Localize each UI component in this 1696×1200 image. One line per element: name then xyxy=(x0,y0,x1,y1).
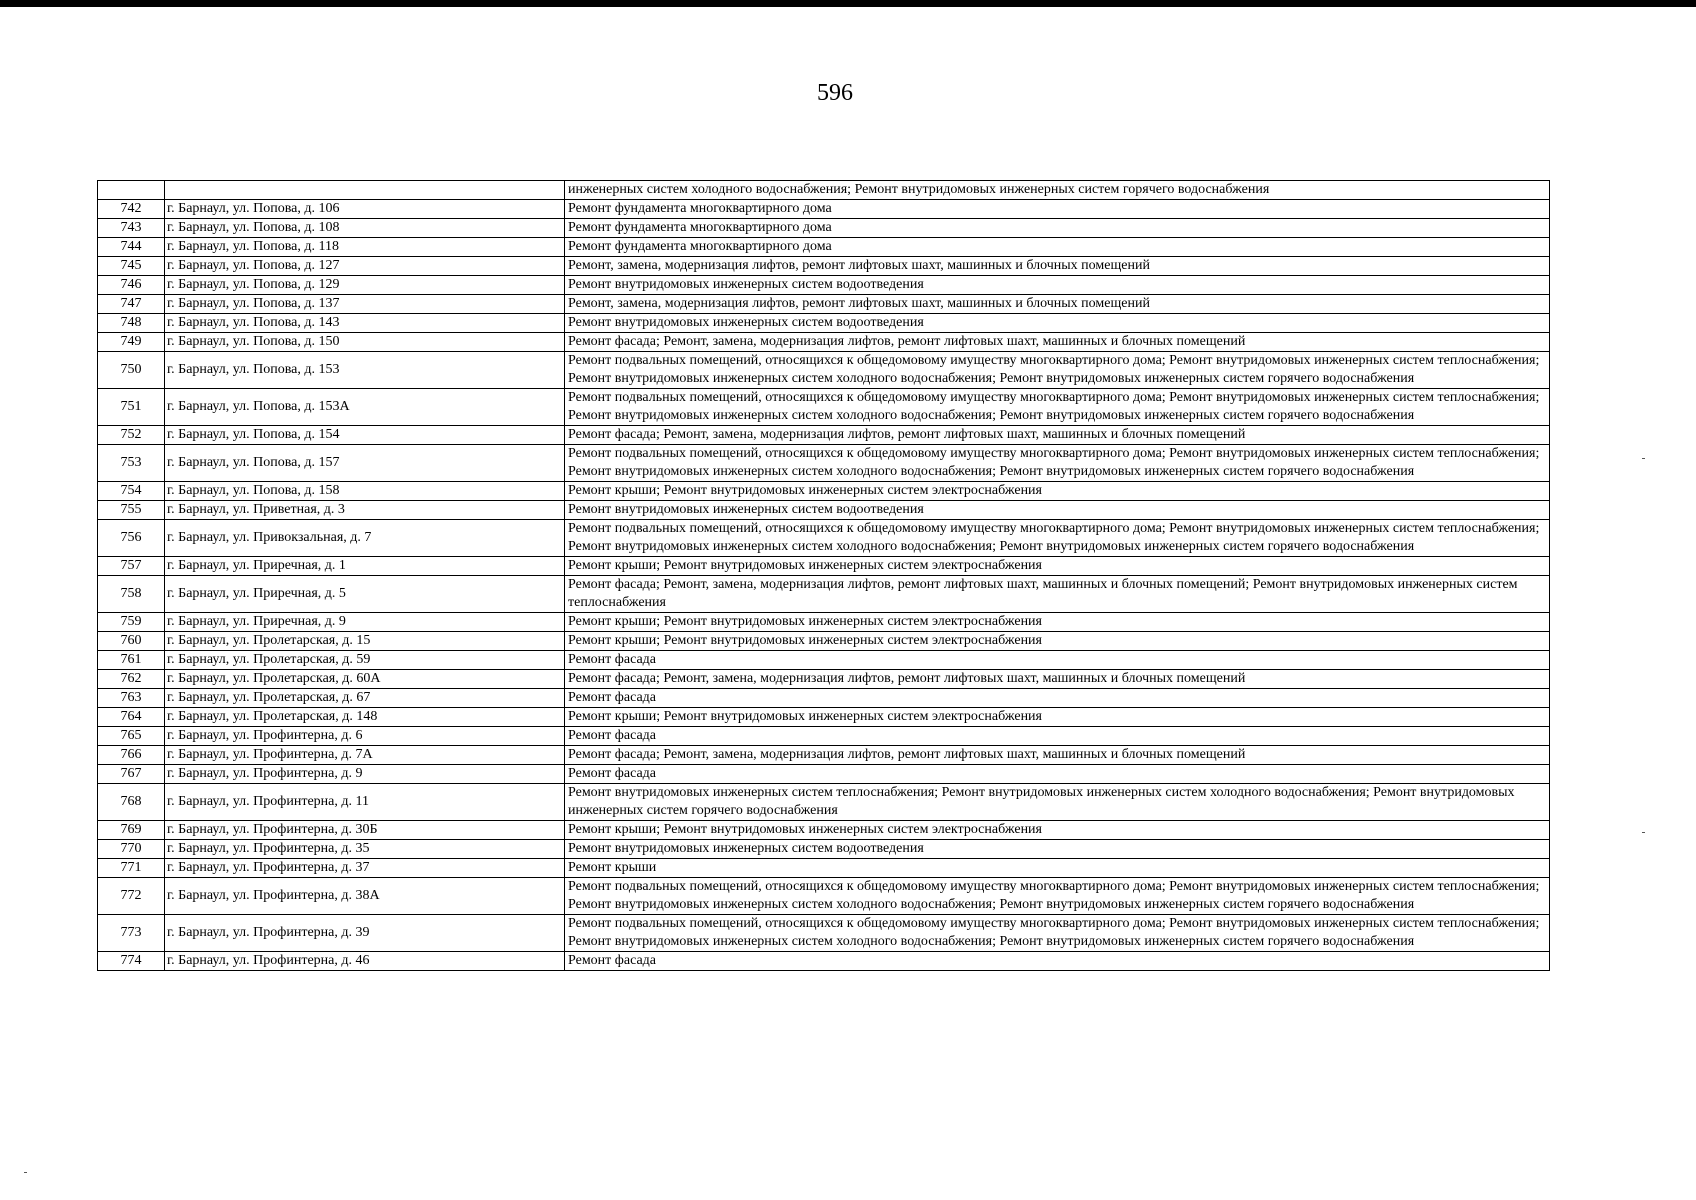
row-number-cell: 767 xyxy=(98,765,165,784)
address-cell: г. Барнаул, ул. Профинтерна, д. 35 xyxy=(165,840,565,859)
row-number-cell: 753 xyxy=(98,445,165,482)
works-cell: Ремонт крыши; Ремонт внутридомовых инженерных систем электроснабжения xyxy=(565,557,1550,576)
works-cell: Ремонт подвальных помещений, относящихся к общедомовому имуществу многоквартирного дома; Ремонт внутридомовых инженерных систем теплоснабжения; Ремонт внутридомовых инженерных систем холодного водоснабжения; Ремонт внутридомовых инженерных систем горячего водоснабжения xyxy=(565,352,1550,389)
address-cell: г. Барнаул, ул. Пролетарская, д. 67 xyxy=(165,689,565,708)
table-row xyxy=(98,689,1550,708)
works-cell: Ремонт, замена, модернизация лифтов, ремонт лифтовых шахт, машинных и блочных помещений xyxy=(565,257,1550,276)
works-cell: Ремонт фасада xyxy=(565,727,1550,746)
works-cell: Ремонт фасада xyxy=(565,765,1550,784)
row-number-cell: 774 xyxy=(98,952,165,971)
works-cell: Ремонт внутридомовых инженерных систем водоотведения xyxy=(565,276,1550,295)
scan-speck xyxy=(1642,458,1645,459)
address-cell: г. Барнаул, ул. Попова, д. 129 xyxy=(165,276,565,295)
row-number-cell: 755 xyxy=(98,501,165,520)
address-cell xyxy=(165,181,565,200)
table-row xyxy=(98,200,1550,219)
table-row xyxy=(98,784,1550,821)
scan-top-border xyxy=(0,0,1696,7)
address-cell: г. Барнаул, ул. Попова, д. 154 xyxy=(165,426,565,445)
page-number: 596 xyxy=(817,80,853,106)
works-cell: инженерных систем холодного водоснабжения; Ремонт внутридомовых инженерных систем горячего водоснабжения xyxy=(565,181,1550,200)
table-row xyxy=(98,276,1550,295)
row-number-cell: 750 xyxy=(98,352,165,389)
address-cell: г. Барнаул, ул. Пролетарская, д. 15 xyxy=(165,632,565,651)
address-cell: г. Барнаул, ул. Попова, д. 127 xyxy=(165,257,565,276)
table-body xyxy=(98,181,1550,971)
row-number-cell xyxy=(98,181,165,200)
works-cell: Ремонт подвальных помещений, относящихся к общедомовому имуществу многоквартирного дома; Ремонт внутридомовых инженерных систем теплоснабжения; Ремонт внутридомовых инженерных систем холодного водоснабжения; Ремонт внутридомовых инженерных систем горячего водоснабжения xyxy=(565,389,1550,426)
row-number-cell: 747 xyxy=(98,295,165,314)
table-row xyxy=(98,915,1550,952)
address-cell: г. Барнаул, ул. Приветная, д. 3 xyxy=(165,501,565,520)
works-cell: Ремонт, замена, модернизация лифтов, ремонт лифтовых шахт, машинных и блочных помещений xyxy=(565,295,1550,314)
works-cell: Ремонт фасада; Ремонт, замена, модернизация лифтов, ремонт лифтовых шахт, машинных и блочных помещений xyxy=(565,426,1550,445)
works-cell: Ремонт внутридомовых инженерных систем водоотведения xyxy=(565,314,1550,333)
table-row xyxy=(98,557,1550,576)
row-number-cell: 758 xyxy=(98,576,165,613)
repair-registry-table xyxy=(97,180,1550,971)
row-number-cell: 763 xyxy=(98,689,165,708)
address-cell: г. Барнаул, ул. Попова, д. 106 xyxy=(165,200,565,219)
row-number-cell: 768 xyxy=(98,784,165,821)
address-cell: г. Барнаул, ул. Профинтерна, д. 39 xyxy=(165,915,565,952)
row-number-cell: 748 xyxy=(98,314,165,333)
address-cell: г. Барнаул, ул. Пролетарская, д. 148 xyxy=(165,708,565,727)
address-cell: г. Барнаул, ул. Попова, д. 143 xyxy=(165,314,565,333)
table-row xyxy=(98,219,1550,238)
address-cell: г. Барнаул, ул. Попова, д. 108 xyxy=(165,219,565,238)
address-cell: г. Барнаул, ул. Профинтерна, д. 6 xyxy=(165,727,565,746)
row-number-cell: 752 xyxy=(98,426,165,445)
table-row xyxy=(98,632,1550,651)
address-cell: г. Барнаул, ул. Привокзальная, д. 7 xyxy=(165,520,565,557)
table-row-continued xyxy=(98,181,1550,200)
row-number-cell: 759 xyxy=(98,613,165,632)
row-number-cell: 771 xyxy=(98,859,165,878)
scan-speck xyxy=(1642,832,1645,833)
address-cell: г. Барнаул, ул. Попова, д. 153А xyxy=(165,389,565,426)
row-number-cell: 773 xyxy=(98,915,165,952)
works-cell: Ремонт внутридомовых инженерных систем теплоснабжения; Ремонт внутридомовых инженерных систем холодного водоснабжения; Ремонт внутридомовых инженерных систем горячего водоснабжения xyxy=(565,784,1550,821)
works-cell: Ремонт крыши; Ремонт внутридомовых инженерных систем электроснабжения xyxy=(565,821,1550,840)
address-cell: г. Барнаул, ул. Профинтерна, д. 30Б xyxy=(165,821,565,840)
row-number-cell: 764 xyxy=(98,708,165,727)
table-row xyxy=(98,821,1550,840)
works-cell: Ремонт подвальных помещений, относящихся к общедомовому имуществу многоквартирного дома; Ремонт внутридомовых инженерных систем теплоснабжения; Ремонт внутридомовых инженерных систем холодного водоснабжения; Ремонт внутридомовых инженерных систем горячего водоснабжения xyxy=(565,878,1550,915)
works-cell: Ремонт крыши; Ремонт внутридомовых инженерных систем электроснабжения xyxy=(565,632,1550,651)
row-number-cell: 761 xyxy=(98,651,165,670)
table-row xyxy=(98,840,1550,859)
works-cell: Ремонт внутридомовых инженерных систем водоотведения xyxy=(565,840,1550,859)
table-row xyxy=(98,520,1550,557)
row-number-cell: 744 xyxy=(98,238,165,257)
address-cell: г. Барнаул, ул. Приречная, д. 1 xyxy=(165,557,565,576)
table-row xyxy=(98,352,1550,389)
row-number-cell: 745 xyxy=(98,257,165,276)
table-row xyxy=(98,445,1550,482)
works-cell: Ремонт фундамента многоквартирного дома xyxy=(565,238,1550,257)
table-row xyxy=(98,482,1550,501)
address-cell: г. Барнаул, ул. Попова, д. 153 xyxy=(165,352,565,389)
row-number-cell: 765 xyxy=(98,727,165,746)
address-cell: г. Барнаул, ул. Профинтерна, д. 38А xyxy=(165,878,565,915)
works-cell: Ремонт фасада; Ремонт, замена, модернизация лифтов, ремонт лифтовых шахт, машинных и блочных помещений xyxy=(565,333,1550,352)
table-row xyxy=(98,333,1550,352)
address-cell: г. Барнаул, ул. Профинтерна, д. 37 xyxy=(165,859,565,878)
works-cell: Ремонт фасада; Ремонт, замена, модернизация лифтов, ремонт лифтовых шахт, машинных и блочных помещений xyxy=(565,746,1550,765)
works-cell: Ремонт фасада xyxy=(565,651,1550,670)
address-cell: г. Барнаул, ул. Пролетарская, д. 60А xyxy=(165,670,565,689)
address-cell: г. Барнаул, ул. Попова, д. 150 xyxy=(165,333,565,352)
works-cell: Ремонт подвальных помещений, относящихся к общедомовому имуществу многоквартирного дома; Ремонт внутридомовых инженерных систем теплоснабжения; Ремонт внутридомовых инженерных систем холодного водоснабжения; Ремонт внутридомовых инженерных систем горячего водоснабжения xyxy=(565,915,1550,952)
table-row xyxy=(98,651,1550,670)
table-row xyxy=(98,613,1550,632)
address-cell: г. Барнаул, ул. Профинтерна, д. 7А xyxy=(165,746,565,765)
works-cell: Ремонт фасада xyxy=(565,689,1550,708)
table-row xyxy=(98,746,1550,765)
works-cell: Ремонт крыши; Ремонт внутридомовых инженерных систем электроснабжения xyxy=(565,482,1550,501)
row-number-cell: 743 xyxy=(98,219,165,238)
works-cell: Ремонт крыши; Ремонт внутридомовых инженерных систем электроснабжения xyxy=(565,708,1550,727)
table-row xyxy=(98,295,1550,314)
address-cell: г. Барнаул, ул. Профинтерна, д. 46 xyxy=(165,952,565,971)
table-row xyxy=(98,727,1550,746)
table-row xyxy=(98,501,1550,520)
address-cell: г. Барнаул, ул. Попова, д. 158 xyxy=(165,482,565,501)
table-row xyxy=(98,670,1550,689)
address-cell: г. Барнаул, ул. Профинтерна, д. 11 xyxy=(165,784,565,821)
row-number-cell: 772 xyxy=(98,878,165,915)
table-row xyxy=(98,952,1550,971)
works-cell: Ремонт крыши xyxy=(565,859,1550,878)
works-cell: Ремонт фасада xyxy=(565,952,1550,971)
works-cell: Ремонт фасада; Ремонт, замена, модернизация лифтов, ремонт лифтовых шахт, машинных и блочных помещений xyxy=(565,670,1550,689)
row-number-cell: 749 xyxy=(98,333,165,352)
scan-speck xyxy=(24,1172,27,1173)
table-row xyxy=(98,878,1550,915)
row-number-cell: 769 xyxy=(98,821,165,840)
table-row xyxy=(98,389,1550,426)
row-number-cell: 746 xyxy=(98,276,165,295)
works-cell: Ремонт фундамента многоквартирного дома xyxy=(565,219,1550,238)
row-number-cell: 762 xyxy=(98,670,165,689)
table-row xyxy=(98,426,1550,445)
table-row xyxy=(98,765,1550,784)
works-cell: Ремонт подвальных помещений, относящихся к общедомовому имуществу многоквартирного дома; Ремонт внутридомовых инженерных систем теплоснабжения; Ремонт внутридомовых инженерных систем холодного водоснабжения; Ремонт внутридомовых инженерных систем горячего водоснабжения xyxy=(565,520,1550,557)
address-cell: г. Барнаул, ул. Попова, д. 118 xyxy=(165,238,565,257)
table-row xyxy=(98,238,1550,257)
works-cell: Ремонт фундамента многоквартирного дома xyxy=(565,200,1550,219)
row-number-cell: 760 xyxy=(98,632,165,651)
address-cell: г. Барнаул, ул. Попова, д. 157 xyxy=(165,445,565,482)
works-cell: Ремонт внутридомовых инженерных систем водоотведения xyxy=(565,501,1550,520)
row-number-cell: 751 xyxy=(98,389,165,426)
address-cell: г. Барнаул, ул. Попова, д. 137 xyxy=(165,295,565,314)
table-row xyxy=(98,257,1550,276)
row-number-cell: 770 xyxy=(98,840,165,859)
row-number-cell: 754 xyxy=(98,482,165,501)
address-cell: г. Барнаул, ул. Пролетарская, д. 59 xyxy=(165,651,565,670)
address-cell: г. Барнаул, ул. Приречная, д. 5 xyxy=(165,576,565,613)
row-number-cell: 766 xyxy=(98,746,165,765)
table-row xyxy=(98,314,1550,333)
table-row xyxy=(98,708,1550,727)
works-cell: Ремонт крыши; Ремонт внутридомовых инженерных систем электроснабжения xyxy=(565,613,1550,632)
address-cell: г. Барнаул, ул. Профинтерна, д. 9 xyxy=(165,765,565,784)
row-number-cell: 756 xyxy=(98,520,165,557)
works-cell: Ремонт фасада; Ремонт, замена, модернизация лифтов, ремонт лифтовых шахт, машинных и блочных помещений; Ремонт внутридомовых инженерных систем теплоснабжения xyxy=(565,576,1550,613)
row-number-cell: 742 xyxy=(98,200,165,219)
table-row xyxy=(98,859,1550,878)
table-row xyxy=(98,576,1550,613)
works-cell: Ремонт подвальных помещений, относящихся к общедомовому имуществу многоквартирного дома; Ремонт внутридомовых инженерных систем теплоснабжения; Ремонт внутридомовых инженерных систем холодного водоснабжения; Ремонт внутридомовых инженерных систем горячего водоснабжения xyxy=(565,445,1550,482)
address-cell: г. Барнаул, ул. Приречная, д. 9 xyxy=(165,613,565,632)
row-number-cell: 757 xyxy=(98,557,165,576)
